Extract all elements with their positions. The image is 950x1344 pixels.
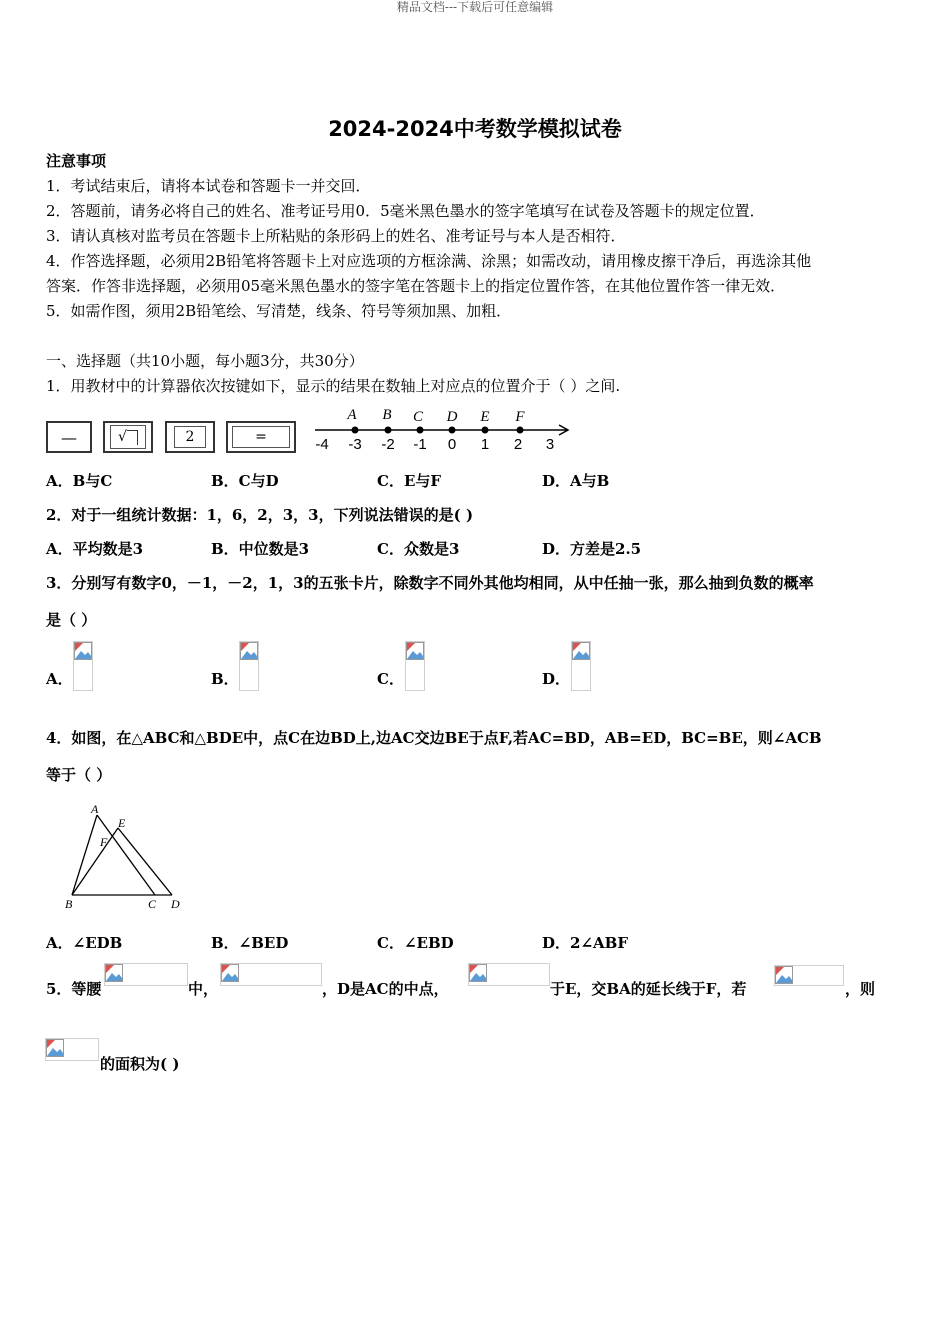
point-label: C: [412, 409, 424, 425]
notice-item: 3．请认真核对监考员在答题卡上所粘贴的条形码上的姓名、准考证号与本人是否相符．: [46, 227, 626, 245]
figure-label: F: [100, 835, 108, 849]
q5-formula-image-5: [45, 1038, 99, 1061]
q4-option-a: A．∠EDB: [46, 934, 123, 952]
question-1-stem: 1．用教材中的计算器依次按键如下，显示的结果在数轴上对应点的位置介于（ ）之间.: [46, 377, 621, 395]
q2-option-c: C．众数是3: [377, 540, 460, 558]
point-label: B: [382, 407, 392, 423]
key-label: √: [118, 429, 127, 445]
tick-label: -4: [315, 436, 329, 453]
question-3-stem: 3．分别写有数字0，－1，－2，1，3的五张卡片，除数字不同外其他均相同，从中任抽一张，那么抽到负数的概率: [46, 574, 814, 592]
q5-formula-image-1: [104, 963, 188, 986]
figure-label: C: [148, 897, 157, 911]
question-5-part: 5．等腰: [46, 980, 102, 998]
segment-ac: [97, 815, 155, 895]
broken-image-icon: [105, 964, 123, 982]
q2-option-d: D．方差是2.5: [542, 540, 642, 558]
point-dot: [385, 427, 392, 434]
broken-image-icon: [46, 1039, 64, 1057]
q1-option-c: C．E与F: [377, 472, 442, 490]
point-label: F: [515, 409, 525, 425]
question-5-part: 中，: [188, 980, 219, 998]
broken-image-icon: [406, 642, 424, 660]
number-line-figure: [305, 400, 575, 458]
question-5-part: ，D是AC的中点，: [322, 980, 449, 998]
q5-formula-image-2: [220, 963, 322, 986]
figure-label: A: [91, 802, 99, 816]
broken-image-icon: [74, 642, 92, 660]
question-5-part: ，则: [845, 980, 876, 998]
page-title: 2024-2024中考数学模拟试卷: [328, 117, 622, 141]
tick-label: 3: [545, 436, 555, 453]
q3-option-b: B．: [211, 670, 239, 688]
tick-label: -1: [413, 436, 427, 453]
tick-label: 0: [447, 436, 457, 453]
figure-label: B: [65, 897, 73, 911]
notice-item: 1．考试结束后，请将本试卷和答题卡一并交回．: [46, 177, 371, 195]
point-label: D: [446, 409, 458, 425]
q3-option-d-image: [571, 641, 591, 691]
q4-option-d: D．2∠ABF: [542, 934, 628, 952]
point-dot: [449, 427, 456, 434]
notice-item: 2．答题前，请务必将自己的姓名、准考证号用0．5毫米黑色墨水的签字笔填写在试卷及答题卡的规定位置．: [46, 202, 765, 220]
figure-label: D: [171, 897, 180, 911]
q3-option-c: C．: [377, 670, 404, 688]
section-heading: 一、选择题（共10小题，每小题3分，共30分）: [46, 352, 364, 370]
tick-label: -2: [381, 436, 395, 453]
q1-option-a: A．B与C: [46, 472, 113, 490]
q3-option-d: D．: [542, 670, 571, 688]
q2-option-b: B．中位数是3: [211, 540, 310, 558]
q3-option-a-image: [73, 641, 93, 691]
segment-ab: [72, 815, 97, 895]
tick-label: 1: [480, 436, 490, 453]
question-4-stem-cont: 等于（ ）: [46, 766, 112, 784]
segment-be: [72, 828, 118, 895]
notice-item: 4．作答选择题，必须用2B铅笔将答题卡上对应选项的方框涂满、涂黑；如需改动，请用橡皮擦干净后，再选涂其他: [46, 252, 812, 270]
point-label: E: [480, 409, 490, 425]
question-5-tail: 的面积为( ): [100, 1055, 180, 1073]
calculator-key-equals: [226, 421, 296, 453]
key-label: —: [61, 427, 77, 447]
question-2-stem: 2．对于一组统计数据：1，6，2，3，3，下列说法错误的是( ): [46, 506, 474, 524]
broken-image-icon: [572, 642, 590, 660]
q4-option-b: B．∠BED: [211, 934, 289, 952]
segment-ed: [118, 828, 172, 895]
triangle-figure: [60, 800, 190, 915]
key-label: 2: [185, 429, 195, 445]
q1-option-b: B．C与D: [211, 472, 279, 490]
q3-option-b-image: [239, 641, 259, 691]
notice-heading: 注意事项: [46, 152, 107, 170]
point-label: A: [347, 407, 357, 423]
notice-item: 答案．作答非选择题，必须用05毫米黑色墨水的签字笔在答题卡上的指定位置作答，在其他位置作答一律无效．: [46, 277, 786, 295]
tick-label: 2: [513, 436, 523, 453]
tick-label: -3: [348, 436, 362, 453]
point-dot: [517, 427, 524, 434]
question-4-stem: 4．如图，在△ABC和△BDE中，点C在边BD上,边AC交边BE于点F,若AC=BD，AB=ED，BC=BE，则∠ACB: [46, 729, 822, 747]
point-dot: [417, 427, 424, 434]
question-5-part: 于E，交BA的延长线于F，若: [550, 980, 747, 998]
point-dot: [482, 427, 489, 434]
sqrt-icon: [110, 425, 146, 449]
q3-option-a: A．: [46, 670, 73, 688]
broken-image-icon: [240, 642, 258, 660]
q3-option-c-image: [405, 641, 425, 691]
broken-image-icon: [221, 964, 239, 982]
q5-formula-image-4: [774, 965, 844, 986]
notice-item: 5．如需作图，须用2B铅笔绘、写清楚，线条、符号等须加黑、加粗．: [46, 302, 512, 320]
q5-formula-image-3: [468, 963, 550, 986]
calculator-key-minus: [46, 421, 92, 453]
key-label: =: [255, 429, 267, 445]
calculator-key-sqrt: [103, 421, 153, 453]
figure-label: E: [118, 816, 126, 830]
question-3-stem-cont: 是（ ）: [46, 611, 97, 629]
calculator-key-2: [165, 421, 215, 453]
broken-image-icon: [775, 966, 793, 984]
header-note: 精品文档---下载后可任意编辑: [396, 0, 554, 14]
point-dot: [352, 427, 359, 434]
q1-option-d: D．A与B: [542, 472, 610, 490]
q4-option-c: C．∠EBD: [377, 934, 454, 952]
broken-image-icon: [469, 964, 487, 982]
q2-option-a: A．平均数是3: [46, 540, 144, 558]
